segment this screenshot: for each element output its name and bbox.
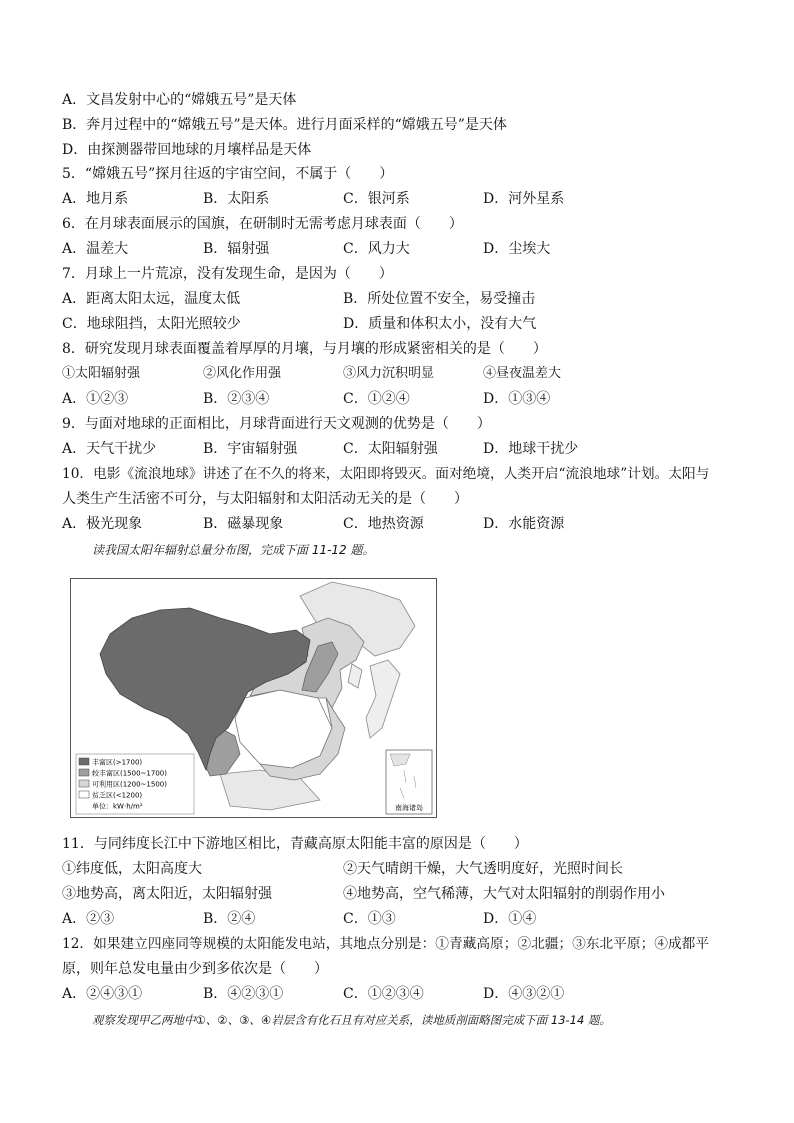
q9-option-b: B．宇宙辐射强 (203, 441, 298, 457)
q8-item-4: ④昼夜温差大 (483, 366, 562, 381)
q9-option-a: A．天气干扰少 (62, 441, 157, 457)
q8-option-b: B．②③④ (203, 391, 270, 407)
q9-option-d: D．地球干扰少 (483, 441, 579, 457)
q9-stem: 9．与面对地球的正面相比，月球背面进行天文观测的优势是（ ） (62, 416, 491, 432)
q11-option-b: B．②④ (203, 911, 256, 927)
geology-caption: 观察发现甲乙两地中①、②、③、④岩层含有化石且有对应关系，读地质剖面略图完成下面 13-14 题。 (92, 1013, 611, 1027)
q6-option-b: B．辐射强 (203, 241, 270, 257)
legend-label-fairly-rich: 较丰富区(1500~1700) (92, 769, 167, 778)
q7-option-c: C．地球阻挡，太阳光照较少 (62, 316, 241, 332)
q6-option-d: D．尘埃大 (483, 241, 551, 257)
legend-label-usable: 可利用区(1200~1500) (92, 780, 167, 789)
q12-option-d: D．④③②① (483, 986, 565, 1002)
q8-item-1: ①太阳辐射强 (62, 366, 141, 381)
q6-stem: 6．在月球表面展示的国旗，在研制时无需考虑月球表面（ ） (62, 216, 463, 232)
q12-option-c: C．①②③④ (343, 986, 424, 1002)
q7-stem: 7．月球上一片荒凉，没有发现生命，是因为（ ） (62, 266, 393, 282)
q5-option-d: D．河外星系 (483, 191, 565, 207)
q11-item-3: ③地势高，离太阳近，太阳辐射强 (62, 886, 272, 902)
legend-swatch-rich (79, 758, 89, 765)
q5-option-a: A．地月系 (62, 191, 129, 207)
q10-option-b: B．磁暴现象 (203, 516, 284, 532)
q12-option-b: B．④②③① (203, 986, 284, 1002)
option-line-b: B．奔月过程中的“嫦娥五号”是天体。进行月面采样的“嫦娥五号”是天体 (62, 117, 507, 133)
q10-stem-line2: 人类生产生活密不可分，与太阳辐射和太阳活动无关的是（ ） (62, 491, 468, 507)
q10-stem-line1: 10．电影《流浪地球》讲述了在不久的将来，太阳即将毁灭。面对绝境，人类开启“流浪地球”计划。太阳与 (62, 466, 710, 482)
map-caption: 读我国太阳年辐射总量分布图，完成下面 11-12 题。 (92, 543, 375, 557)
q10-option-d: D．水能资源 (483, 516, 565, 532)
q12-stem-line2: 原，则年总发电量由少到多依次是（ ） (62, 961, 328, 977)
q8-option-d: D．①③④ (483, 391, 551, 407)
legend-label-rich: 丰富区(>1700) (92, 758, 143, 767)
q11-option-a: A．②③ (62, 911, 115, 927)
q6-option-c: C．风力大 (343, 241, 410, 257)
q11-option-d: D．①④ (483, 911, 537, 927)
q8-option-a: A．①②③ (62, 391, 129, 407)
q5-stem: 5．“嫦娥五号”探月往返的宇宙空间，不属于（ ） (62, 166, 394, 182)
legend-swatch-poor (79, 791, 89, 798)
q7-option-a: A．距离太阳太远，温度太低 (62, 291, 241, 307)
q8-item-2: ②风化作用强 (203, 366, 282, 381)
q8-stem: 8．研究发现月球表面覆盖着厚厚的月壤，与月壤的形成紧密相关的是（ ） (62, 341, 547, 357)
q10-option-c: C．地热资源 (343, 516, 424, 532)
q5-option-b: B．太阳系 (203, 191, 270, 207)
q11-option-c: C．①③ (343, 911, 396, 927)
q11-item-2: ②天气晴朗干燥，大气透明度好，光照时间长 (343, 861, 623, 877)
q11-item-4: ④地势高，空气稀薄，大气对太阳辐射的削弱作用小 (343, 886, 665, 902)
q7-option-b: B．所处位置不安全，易受撞击 (343, 291, 536, 307)
q10-option-a: A．极光现象 (62, 516, 143, 532)
q9-option-c: C．太阳辐射强 (343, 441, 438, 457)
q11-stem: 11．与同纬度长江中下游地区相比，青藏高原太阳能丰富的原因是（ ） (62, 836, 528, 852)
q12-option-a: A．②④③① (62, 986, 143, 1002)
option-line-d: D．由探测器带回地球的月壤样品是天体 (62, 142, 312, 158)
legend-swatch-usable (79, 780, 89, 787)
q8-option-c: C．①②④ (343, 391, 410, 407)
q12-stem-line1: 12．如果建立四座同等规模的太阳能发电站，其地点分别是：①青藏高原；②北疆；③东北平原；④成都平 (62, 936, 710, 952)
legend-swatch-fairly-rich (79, 769, 89, 776)
option-line-a: A．文昌发射中心的“嫦娥五号”是天体 (62, 92, 297, 108)
legend-unit: 单位：kW·h/m² (92, 802, 143, 811)
q8-item-3: ③风力沉积明显 (343, 366, 435, 381)
inset-label: 南海诸岛 (395, 804, 423, 812)
legend-label-poor: 贫乏区(<1200) (92, 791, 143, 800)
solar-radiation-map (70, 578, 437, 818)
q5-option-c: C．银河系 (343, 191, 410, 207)
q11-item-1: ①纬度低，太阳高度大 (62, 861, 202, 877)
q7-option-d: D．质量和体积太小，没有大气 (343, 316, 537, 332)
q6-option-a: A．温差大 (62, 241, 129, 257)
